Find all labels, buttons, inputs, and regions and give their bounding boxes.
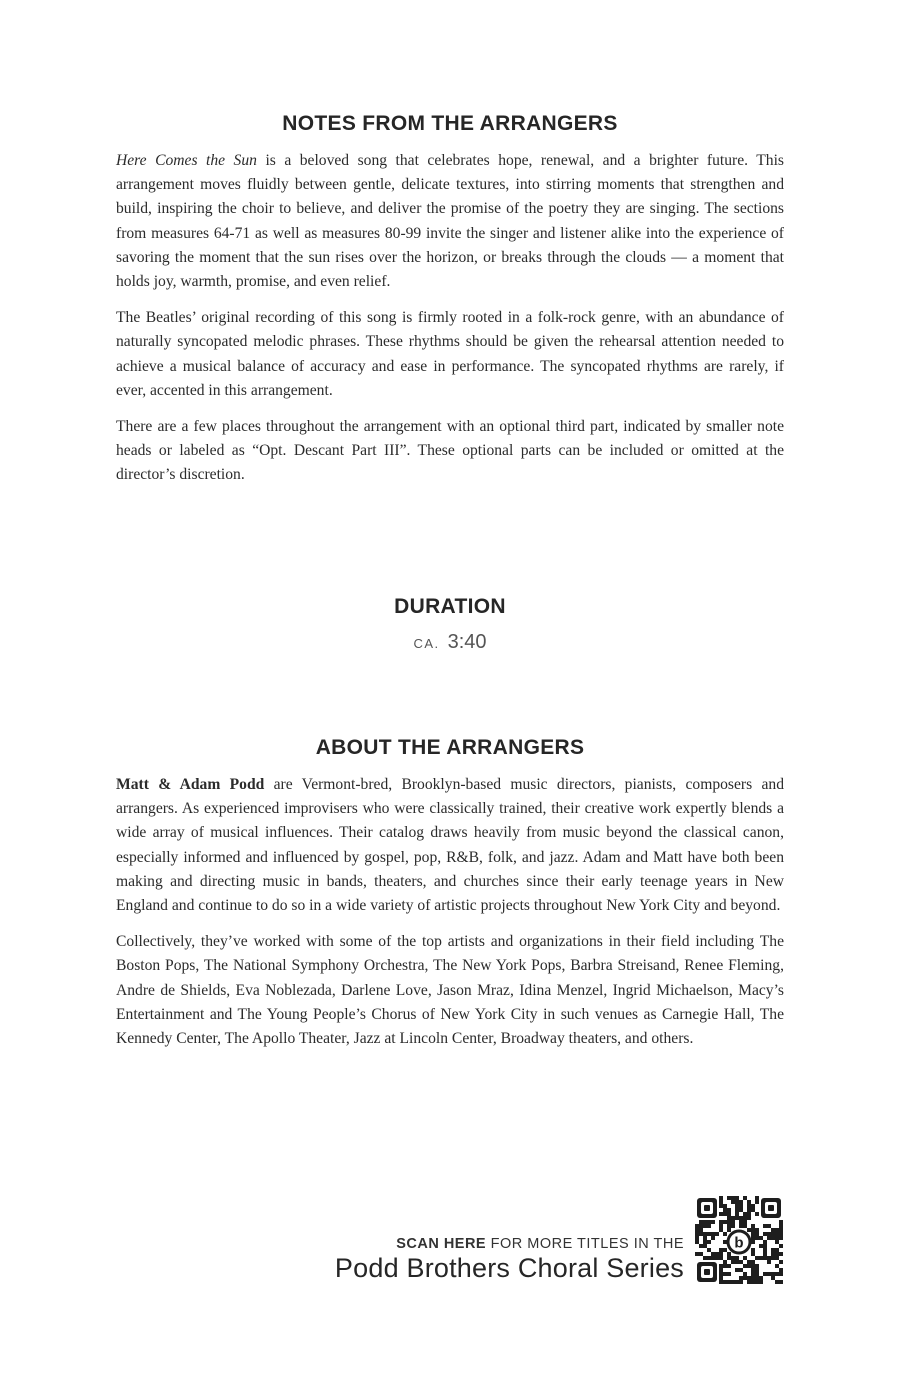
duration-time: 3:40 [447, 631, 487, 653]
about-paragraph-2: Collectively, they’ve worked with some of the top artists and organizations in their field including The Boston Pops, The National Symphony Orchestra, The New York Pops, Barbra Streisand, Renee Fleming, Andre de Shields, Eva Noblezada, Darlene Love, Jason Mraz, Idina Menzel, Ingrid Michaelson, Macy’s Entertainment and The Young People’s Chorus of New York City in such venues as Carnegie Hall, The Kennedy Center, The Apollo Theater, Jazz at Lincoln Center, Broadway theaters, and others. [116, 933, 784, 1048]
duration-value [0, 631, 900, 654]
about-body [116, 773, 784, 1063]
duration-prefix: CA. [413, 636, 440, 651]
song-title: Here Comes the Sun [116, 152, 257, 169]
about-paragraph-1 [116, 773, 784, 918]
notes-paragraph-1 [116, 149, 784, 294]
arranger-names: Matt & Adam Podd [116, 776, 265, 793]
scan-prompt [396, 1236, 684, 1252]
notes-paragraph-3: There are a few places throughout the arrangement with an optional third part, indicated by smaller note heads or labeled as “Opt. Descant Part III”. These optional parts can be included or omitted at the director’s discretion. [116, 418, 784, 484]
scan-prompt-text: FOR MORE TITLES IN THE [486, 1236, 684, 1252]
notes-body [116, 149, 784, 500]
notes-paragraph-1-text: is a beloved song that celebrates hope, renewal, and a brighter future. This arrangement moves fluidly between gentle, delicate textures, into stirring moments that strengthen and build, inspiring the choir to believe, and deliver the promise of the poetry they are singing. The sections from measures 64-71 as well as measures 80-99 invite the singer and listener alike into the experience of savoring the moment that the sun rises over the horizon, or breaks through the clouds — a moment that holds joy, warmth, promise, and even relief. [116, 152, 784, 291]
about-heading: ABOUT THE ARRANGERS [315, 736, 585, 759]
scan-here-label: SCAN HERE [396, 1236, 487, 1252]
series-title: Podd Brothers Choral Series [334, 1253, 684, 1283]
about-paragraph-1-text: are Vermont-bred, Brooklyn-based music directors, pianists, composers and arrangers. As experienced improvisers who were classically trained, their creative work expertly blends a wide array of musical influences. Their catalog draws heavily from music beyond the classical canon, especially informed and influenced by gospel, pop, R&B, folk, and jazz. Adam and Matt have both been making and directing music in bands, theaters, and churches since their early teenage years in New England and continue to do so in a wide variety of artistic projects throughout New York City and beyond. [116, 776, 784, 915]
notes-heading: NOTES FROM THE ARRANGERS [282, 112, 618, 135]
duration-heading: DURATION [394, 595, 506, 618]
notes-paragraph-2: The Beatles’ original recording of this song is firmly rooted in a folk-rock genre, with an abundance of naturally syncopated melodic phrases. These rhythms should be given the rehearsal attention needed to achieve a musical balance of accuracy and ease in performance. The syncopated rhythms are rarely, if ever, accented in this arrangement. [116, 309, 784, 399]
qr-code-icon[interactable] [695, 1196, 783, 1284]
qr-badge-letter: b [734, 1234, 744, 1252]
